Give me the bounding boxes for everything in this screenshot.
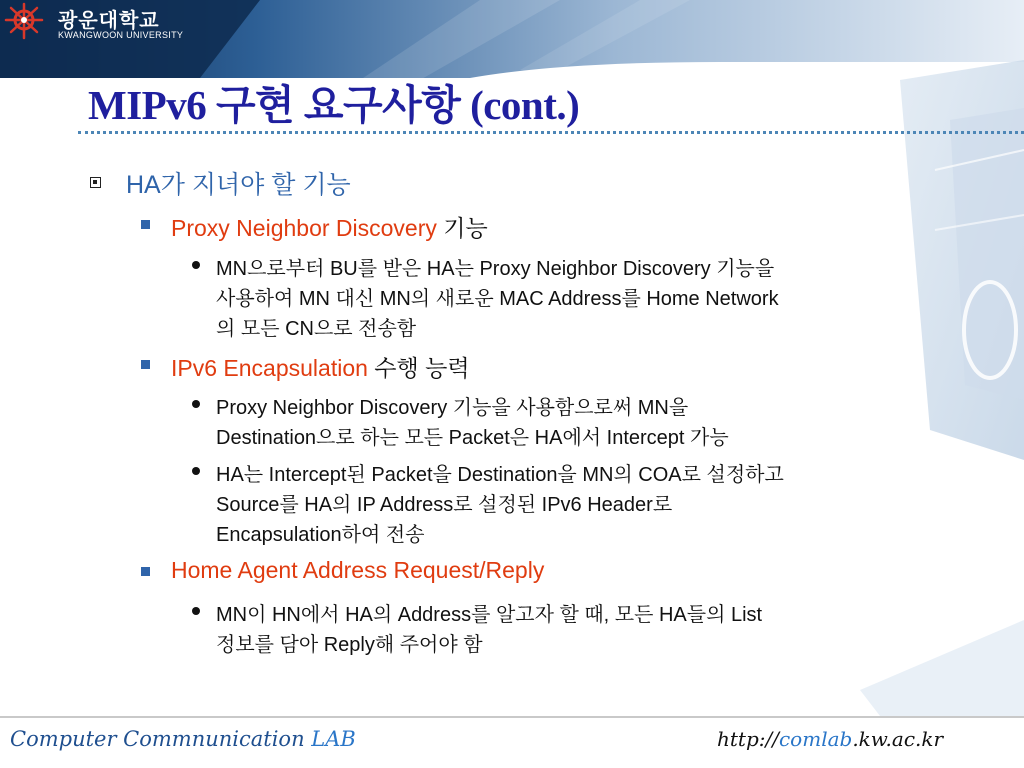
footer-lab-suffix: LAB xyxy=(311,727,356,751)
university-name-korean: 광운대학교 xyxy=(58,8,160,32)
footer-divider xyxy=(0,716,1024,718)
dot-bullet-icon xyxy=(192,467,200,475)
bullet-level3-text-line: 정보를 담아 Reply해 주어야 함 xyxy=(216,634,483,656)
square-bullet-icon xyxy=(141,360,150,369)
footer-lab-prefix: Computer Commnunication xyxy=(10,727,312,751)
bullet-highlight: IPv6 Encapsulation xyxy=(171,355,368,381)
dot-bullet-icon xyxy=(192,400,200,408)
bullet-highlight: Proxy Neighbor Discovery xyxy=(171,215,437,241)
kwangwoon-emblem-icon xyxy=(2,0,54,44)
university-name-english: KWANGWOON UNIVERSITY xyxy=(58,30,184,40)
footer-url-suffix: .kw.ac.kr xyxy=(852,727,944,751)
bullet-level2-proxy-nd xyxy=(171,210,488,243)
bullet-level3-text-line: MN으로부터 BU를 받은 HA는 Proxy Neighbor Discovery 기능을 xyxy=(216,258,775,280)
dot-bullet-icon xyxy=(192,607,200,615)
bullet-level3-text-line: 사용하여 MN 대신 MN의 새로운 MAC Address를 Home Network xyxy=(216,288,779,310)
bullet-level3-text-line: HA는 Intercept된 Packet을 Destination을 MN의 COA로 설정하고 xyxy=(216,464,784,486)
title-divider xyxy=(78,131,1024,134)
university-logo xyxy=(2,0,202,44)
footer-url xyxy=(717,727,943,751)
footer-url-highlight: comlab xyxy=(778,727,853,751)
bullet-level3-text-line: Destination으로 하는 모든 Packet은 HA에서 Intercept 가능 xyxy=(216,427,729,449)
square-outline-bullet-icon xyxy=(90,177,101,188)
bullet-level3-text-line: Proxy Neighbor Discovery 기능을 사용함으로써 MN을 xyxy=(216,397,689,419)
bullet-level3-text-line: 의 모든 CN으로 전송함 xyxy=(216,318,417,340)
square-bullet-icon xyxy=(141,567,150,576)
bullet-level2-home-agent-address xyxy=(171,557,544,584)
bullet-highlight: Home Agent Address Request/Reply xyxy=(171,557,545,583)
bullet-level3-text-line: Source를 HA의 IP Address로 설정된 IPv6 Header로 xyxy=(216,494,673,516)
slide-title: MIPv6 구현 요구사항 (cont.) xyxy=(88,82,580,128)
bullet-level1-ha-functions: HA가 지녀야 할 기능 xyxy=(126,171,351,199)
footer-url-prefix: http:// xyxy=(717,727,779,751)
bullet-tail: 기능 xyxy=(436,215,488,241)
square-bullet-icon xyxy=(141,220,150,229)
bullet-level3-text-line: MN이 HN에서 HA의 Address를 알고자 할 때, 모든 HA들의 List xyxy=(216,604,763,626)
dot-bullet-icon xyxy=(192,261,200,269)
bullet-level2-ipv6-encapsulation xyxy=(171,350,470,383)
bullet-level3-text-line: Encapsulation하여 전송 xyxy=(216,524,425,546)
footer-lab-name xyxy=(10,727,356,751)
bullet-tail: 수행 능력 xyxy=(367,355,470,381)
